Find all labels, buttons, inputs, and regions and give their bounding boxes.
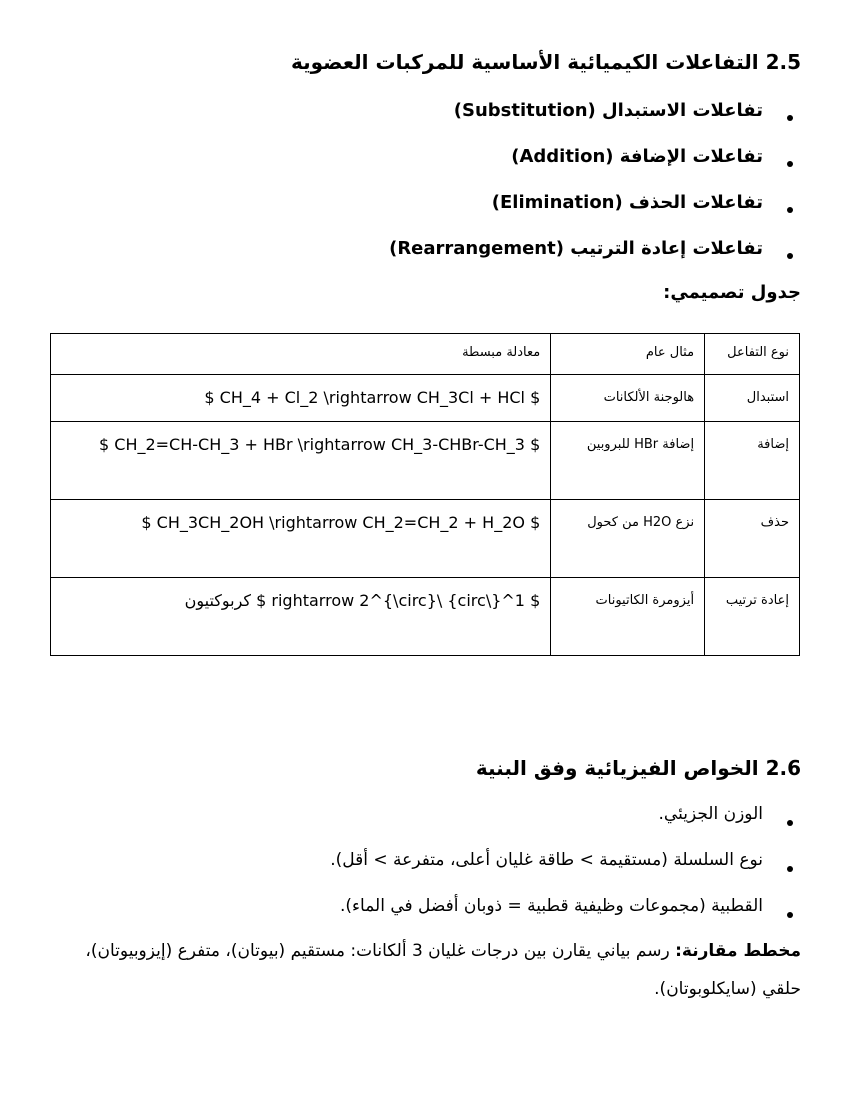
table-header-row bbox=[51, 334, 800, 375]
cell-reaction-type: إضافة bbox=[705, 422, 800, 500]
table-row bbox=[51, 375, 800, 422]
cell-equation: $ CH_2=CH-CH_3 + HBr \rightarrow CH_3-CHBr-CH_3 $ bbox=[51, 422, 551, 500]
comparison-label: مخطط مقارنة: bbox=[675, 941, 801, 961]
cell-reaction-type: حذف bbox=[705, 500, 800, 578]
cell-example: أيزومرة الكاتيونات bbox=[551, 578, 705, 656]
cell-equation: $ CH_3CH_2OH \rightarrow CH_2=CH_2 + H_2O $ bbox=[51, 500, 551, 578]
list-item: الوزن الجزيئي. bbox=[330, 800, 801, 846]
cell-reaction-type: استبدال bbox=[705, 375, 800, 422]
list-item: تفاعلات إعادة الترتيب (Rearrangement) bbox=[389, 233, 801, 279]
table-row bbox=[51, 500, 800, 578]
comparison-text: رسم بياني يقارن بين درجات غليان 3 ألكانات: مستقيم (بيوتان)، متفرع (إيزوبيوتان)، حلقي (سايكلوبوتان). bbox=[85, 941, 801, 999]
header-general-example: مثال عام bbox=[551, 334, 705, 375]
section-heading-2-5: 2.5 التفاعلات الكيميائية الأساسية للمركبات العضوية bbox=[290, 50, 801, 74]
list-item: تفاعلات الإضافة (Addition) bbox=[389, 141, 801, 187]
cell-equation: $ 1^{\circ} \rightarrow 2^{\circ} $ كربوكتيون bbox=[51, 578, 551, 656]
section-heading-2-6: 2.6 الخواص الفيزيائية وفق البنية bbox=[475, 756, 801, 780]
physical-properties-list bbox=[330, 800, 801, 938]
cell-example: نزع H2O من كحول bbox=[551, 500, 705, 578]
cell-example: هالوجنة الألكانات bbox=[551, 375, 705, 422]
list-item: نوع السلسلة (مستقيمة > طاقة غليان أعلى، متفرعة > أقل). bbox=[330, 846, 801, 892]
header-reaction-type: نوع التفاعل bbox=[705, 334, 800, 375]
cell-reaction-type: إعادة ترتيب bbox=[705, 578, 800, 656]
table-caption: جدول تصميمي: bbox=[663, 282, 801, 303]
list-item: تفاعلات الحذف (Elimination) bbox=[389, 187, 801, 233]
header-simplified-equation: معادلة مبسطة bbox=[51, 334, 551, 375]
comparison-paragraph bbox=[48, 932, 801, 1008]
list-item: تفاعلات الاستبدال (Substitution) bbox=[389, 95, 801, 141]
reactions-table bbox=[50, 333, 800, 656]
table-row bbox=[51, 578, 800, 656]
reaction-types-list bbox=[389, 95, 801, 279]
list-item: القطبية (مجموعات وظيفية قطبية = ذوبان أفضل في الماء). bbox=[330, 892, 801, 938]
table-row bbox=[51, 422, 800, 500]
cell-example: إضافة HBr للبروبين bbox=[551, 422, 705, 500]
cell-equation: $ CH_4 + Cl_2 \rightarrow CH_3Cl + HCl $ bbox=[51, 375, 551, 422]
